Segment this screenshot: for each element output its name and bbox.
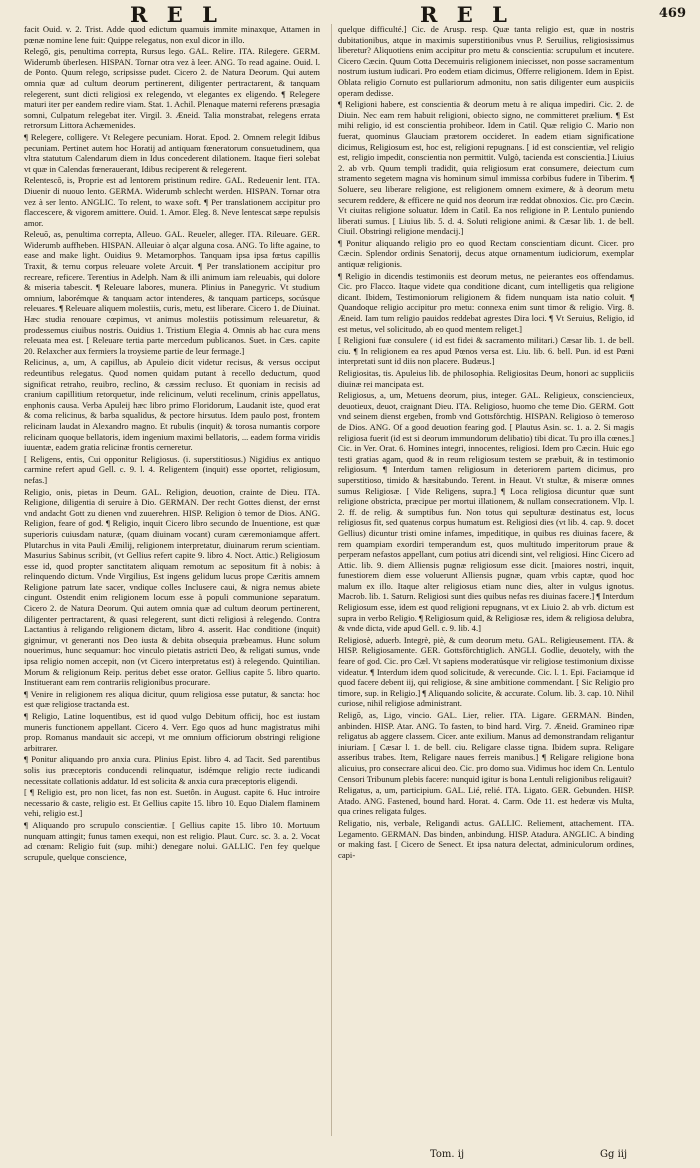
entry: ¶ Relegere, colligere. Vt Relegere pecuniam. Horat. Epod. 2. Omnem relegit Idibus pecuniam. Pertinet autem hoc Horatij ad antiquam fœneratorum consuetudinem, qua vltra statutum Calendarum diem in Idus concederent dilationem. Itaque fieri solebat vt quæ in Calendas fœnerauerant, Idibus reciperent & relegerent.: [24, 131, 320, 174]
running-head-right: R E L: [420, 2, 513, 27]
entry: Relentescō, is, Proprie est ad lentorem pristinum redire. GAL. Redeuenir lent. ITA. Diuenir di nuouo lento. GERMA. Widerumb schlecht werden. HISPAN. Tornar otra vez à ser lento. ANGLIC. To relent, to waxe soft. ¶ Per translationem accipitur pro flaccescere, & vigorem amittere. Ouid. 1. Amor. Eleg. 8. Neve lentescat sæpe repulsis amor.: [24, 175, 320, 228]
entry: ¶ Venire in religionem res aliqua dicitur, quum religiosa esse putatur, & sancta: hoc est quæ religiose tractanda est.: [24, 688, 320, 710]
footer-volume: Tom. ij: [430, 1149, 465, 1160]
entry: ¶ Aliquando pro scrupulo conscientiæ. [ Gellius capite 15. libro 10. Mortuum nunquam attingit; funus tamen exequi, non est religio. Plaut. Curc. sc. 3. a. 2. Vocat ad cœnam: Religio fuit (sup. mihi:) denegare nolui. GALLIC. I'en fey quelque scrupule, quelque conscience,: [24, 819, 320, 862]
entry: Relicinus, a, um, A capillus, ab Apuleio dicit videtur recisus, & versus occiput redeuntibus relegatus. Quod nomen quidam putant à recello deductum, quod significat retraho, reuibro, reclino, & cæssim recluso. Et quoniam in recisis ad cranium capillitium retorquetur, inde relicinum, veluti recelinum, crinis appellatus, enphonis causa. Verba Apuleij hæc libro primo Floridorum, Laudanit iste, quod erat & coma relicinus, & barba squalidus, & pectore hirsutus. Idem paulo post, frontem relicinam laudat in Alexandro magno. Et rubulis (inquit) & torosa numantis corpore relicinam quoque bellatoris, idem ingenium maximi bellatoris, ... eadem forma viridis iuuentæ, eadem gratia relicinæ frontis cerneretur.: [24, 357, 320, 453]
entry: [ Religioni fuæ consulere ( id est fidei & sacramento militari.) Cæsar lib. 1. de bell. ciu. ¶ In religionem ea res apud Pœnos versa est. Liu. lib. 6. bell. Pun. id est Pœni interpretati sunt id diis non placere. Budæus.]: [338, 335, 634, 367]
entry: ¶ Religio in dicendis testimoniis est deorum metus, ne peierantes eos offendamus. Cic. pro Flacco. Itaque videte qua conditione dicant, cum intelligetis qua religione dicant. Ibidem, Testimoniorum religionem & fidem nunquam ista natio coluit. ¶ Quandoque religio accipitur pro metu: connexa enim sunt timor & religio. Virg. 8. Æneid. Iam tum religio pauidos reddebat agrestes Dira loci. ¶ Vt Seruius, Religio, id est metus, vel solicitudo, ab eo quod mentem religet.]: [338, 270, 634, 334]
entry: ¶ Religio, Latine loquentibus, est id quod vulgo Debitum officij, hoc est iustam muneris functionem appellant. Cicero 4. Verr. Ego quos ad hunc magistratus mihi prop. Romanus mandauit sic accepi, vt me omnium officiorum obstringi religione arbitrarer.: [24, 711, 320, 753]
entry: ¶ Religioni habere, est conscientia & deorum metu à re aliqua impediri. Cic. 2. de Diuin. Nec eam rem habuit religioni, obiecto signo, ne committeret prælium. ¶ Est mihi religio, id est conscientia prohibeor. Idem in Catil. Quæ religio C. Mario non fuerat, quominus Glauciam prætorem occideret. In eadem etiam significatione dicimus, Religiosum est, hoc est, religioni repugnans. [ id est conscientiæ, vel religio est, religio impedit, conscientia non permittit. Vulgò, tacienda est conscientia.] Liuius 2. ab vrb. Quum templi tradidit, quia religiosum erat consumere, deiectum cum stramento segetem magna vis hominum simul immissa corbibus fudere in Tiberim. ¶ Soluere, seu liberare religione, est religionem omnem eximere, & à deorum metu securem reddere, & efficere ne quid nos deorum iræ reddat obnoxios. Cic. pro Cæcin. Vt ciuitas religione soluatur. Idem in Catil. Ea nos religione in P. Lentulo puniendo liberati sumus. [ Liuius lib. 5. d. 4. Soluti religione animi. & Cæsar lib. 1. de bell. Ciuil. Obstringi religione mendacij.]: [338, 99, 634, 237]
right-column: [338, 24, 634, 1136]
column-divider: [331, 24, 332, 1136]
entry: Religiositas, tis. Apuleius lib. de philosophia. Religiositas Deum, honori ac suppliciis diuinæ rei mancipata est.: [338, 368, 634, 389]
entry: Religio, onis, pietas in Deum. GAL. Religion, deuotion, crainte de Dieu. ITA. Religione, diligentia di seruire à Dio. GERMAN. Der recht Gottes dienst, der ernst vnd andacht Gott zu dienen vnd zuuerehren. HISP. Religion ò temor de Dios. ANG. Religion, feare of god. ¶ Religio, inquit Cicero libro secundo de Inuentione, est quæ superioris cuiusdam naturæ, (quam diuinam vocant) curam cæremoniamque affert. Plutarchus in vita Pauli Æmilij, religionem interpretatur, diuinarum rerum scientiam. Masurius Sabinus scribit, (vt Gellius refert capite 9. libro 4. Noct. Attic.) Religiosum esse id, quod propter sanctitatem aliquam remotum ac sepositum fit à nobis: à relinquendo dictum. Vnde Virgilius, Est ingens gelidum lucus prope Cæritis amnem Religione patrum late sacer, vndique colles Inclusere caui, & nigra nemus abiete cingunt. Ostendit enim religionem locum esse à populi communione separatum. Cicero 2. de Natura Deorum. Qui autem omnia quæ ad cultum deorum pertinerent, diligenter pertractarent, & quasi relegerent, sunt dicti religiosi à relegendo. Contra Lactantius à religando religionem dictam, libro 4. asserit. Hac conditione (inquit) gignimur, vt generanti nos Deo iusta & debita obsequia præbeamus. Hunc solum nouerimus, hunc sequamur: hoc vinculo pietatis astricti Deo, & religati sumus, vnde ipsa religio nomen accepit, non (vt Cicero interpretatus est) à relegendo. Quintilian. Morum & religionum Reip. peritus debet esse orator. Gellius capite 5. libro quarto. Instituerant eam rem contrariis religionibus procurare.: [24, 486, 320, 688]
footer-signature: Gg iij: [600, 1149, 628, 1160]
entry: [ Religens, entis, Cui opponitur Religiosus. (i. superstitiosus.) Nigidius ex antiquo carmine refert apud Gell. c. 9. l. 4. Religentem (inquit) esse oportet, religiosum, nefas.]: [24, 453, 320, 485]
page-number: 469: [658, 6, 686, 21]
entry: [ ¶ Religio est, pro non licet, fas non est. Suetôn. in August. capite 6. Huc introire necessario & caste, religio est. Et Gellius capite 15. libro 10. Equo Dialem flaminem vehi, religio est.]: [24, 787, 320, 819]
entry: Religatus, a, um, participium. GAL. Lié, relié. ITA. Ligato. GER. Gebunden. HISP. Atado. ANG. Fastened, bound hard. Horat. 4. Carm. Ode 11. est hederæ vis Multa, qua crines religata fulges.: [338, 785, 634, 817]
entry: Relegō, gis, penultima correpta, Rursus lego. GAL. Relire. ITA. Rilegere. GERM. Widerumb überlesen. HISPAN. Tornar otra vez à leer. ANG. To read againe. Ouid. l. de Ponto. Quum relego, scripsisse pudet. Cicero 2. de Natura Deorum. Qui autem omnia quæ ad cultum deorum pertinerent, diligenter pertractarent, & tanquam relegerent, sunt dicti religiosi ex relegendo, vt elegantes ex eligendo. ¶ Relegere maturi iter per eandem redire viam. Stat. 1. Achil. Plenaque materni referens præsagia somni, Culpatum relegebat iter. Virgil. 3. Æneid. Talia monstrabat, relegens errata retrorsum Littora Achæmenides.: [24, 46, 320, 131]
entry: Religō, as, Ligo, vincio. GAL. Lier, relier. ITA. Ligare. GERMAN. Binden, anbinden. HISP. Atar. ANG. To fasten, to bind hard. Virg. 7. Æneid. Gramineo ripæ religatus ab aggere classem. Cicer. ante exilium. Manus ad demonstrandam religantur iniuriam. [ Cæsar l. 1. de bell. ciu. Religare classe tigna. Ibidem supra. Religare asseribus trabes. Item, Religare naues ferreis manibus.] ¶ Religare religione bona alicuius, pro consecrare alicui deo. Cic. pro domo sua. Vidimus hoc idem Cn. Lentulo Censori Tribunum plebis facere: nunquid igitur is bona Lentuli religionibus religauit?: [338, 710, 634, 784]
entry: Religatio, nis, verbale, Religandi actus. GALLIC. Reliement, attachement. ITA. Legamento. GERMAN. Das binden, anbindung. HISP. Atadura. ANGLIC. A binding or making fast. [ Cicero de Senect. Et ipsa natura delectat, adminiculorum ordines, capi-: [338, 817, 634, 860]
entry: quelque difficulté.] Cic. de Arusp. resp. Quæ tanta religio est, quæ in nostris dubitationibus, atque in maximis superstitionibus vnus P. Seruilius, religiosissimus liberetur? Aliquotiens enim accipitur pro metu & conscientia: scrupulum et incutere. Cicero Cæcin. Quum Cotta Decemuiris religionem iniecisset, non posse sacramentum nostrum iustum iudicari. Pro eodem etiam dicimus, Offerre religionem. Idem in Epist. Oblata religio Cornuto est pullariorum admonitu, non satis diligenter eum auspiciis operam dedisse.: [338, 24, 634, 98]
entry: ¶ Ponitur aliquando pro anxia cura. Plinius Epist. libro 4. ad Tacit. Sed parentibus solis ius præceptoris conducendi relinquatur, isdémque religio recte iudicandi necessitate collationis addatur. Id est solicita & anxia cura præceptoris eligendi.: [24, 754, 320, 786]
left-column: [24, 24, 320, 1136]
running-head-left: R E L: [130, 2, 223, 27]
entry: Religiosus, a, um, Metuens deorum, pius, integer. GAL. Religieux, consciencieux, deuotieux, deuot, craignant Dieu. ITA. Religioso, huomo che teme Dio. GERM. Gott vnd seinem dienst ergeben, fromb vnd Gottsförchtig. HISPAN. Religioso ò temeroso de Dios. ANG. Of a good deuotion fearing god. [ Plautus Asin. sc. 1. a. 2. Si magis religiosa fuerit (id est si deorum immundorum delibatio) tibi dicat. Tu pro illa cœnes.] Cic. in Ver. Orat. 6. Homines integri, innocentes, religiosi. Idem pro Cæcin. Huic ego testi gratias agam, quod & in reum religiosum testem se præbuit, & in testimonio religiosum. ¶ Interdum tamen religiosum in deteriorem partem dicimus, pro superstitioso, timido & hæsitabundo. Terent. in Heaut. Vt stultæ, & miseræ omnes sumus Religiosæ. [ Vide Religens, supra.] ¶ Loca religiosa dicuntur quæ sunt religione obstricta, præcipue per mortui illationem, & nullam consecrationem. Vlp. l. 2. ff. de relig. & sumptibus fun. Non totus qui sepulturæ destinatus est, locus religiosus fit, sed quatenus corpus humatum est. Religiosi dies (vt lib. 4. cap. 9. docet Gellius) dicuntur tristi omine infames, impeditique, in quibus res diuinas facere, & rem quampiam exordiri temperandum est, quos multitudo imperitorum praue & perperam nefastos appellant, cum potius atri dicendi sint, vel religiosi. Hinc Cicero ad Attic. lib. 9. diem Alliensis pugnæ religiosum esse dicit. [maiores nostri, inquit, funestiorem diem esse voluerunt Alliensis pugnæ, quam vrbis captæ, quod hoc malum ex illo. Itaque alter religiosus etiam nunc dies, alter in vulgus ignotus. Macrob. lib. 1. Saturn. Religiosi sunt dies quibus nefas res diuinas facere.] ¶ Interdum Religiosum esse, idem est quod religioni repugnans, vt ex Liuio 2. ab vrb. dictum est supra in verbo Religio. ¶ Religiosum quid, & Religiosæ res, idem & religiosa delubra, & vnde dicta, vide apud Gell. c. 9. lib. 4.]: [338, 390, 634, 634]
entry: Religiosè, aduerb. Integrè, piè, & cum deorum metu. GAL. Religieusement. ITA. & HISP. Religiosamente. GER. Gottsförchtiglich. ANGLI. Godlie, deuotely, with the feare of god. Cic. pro Cæl. Vt sapiens moderatúsque vir religiose testimonium dixisse videatur. ¶ Interdum idem quod solicitude, & verecunde. Cic. l. 1. Epi. Faciamque id quod facere debent iij, qui religiose, & sine ambitione commendant. [ Sic Religio pro timore, sup. in Religio.] ¶ Aliquando solicite, & accurate. Colum. lib. 3. cap. 10. Nihil curiose, nihil religiose administrant.: [338, 634, 634, 709]
entry: facit Ouid. v. 2. Trist. Adde quod edictum quamuis immite minaxque, Attamen in pœnæ nomine lene fuit: Quippe relegatus, non exul dicor in illo.: [24, 24, 320, 45]
entry: ¶ Ponitur aliquando religio pro eo quod Rectam conscientiam dicunt. Cicer. pro Cæcin. Splendor ordinis Senatorij, decus atque ornamentum iudiciorum, exemplar antiquæ religionis.: [338, 237, 634, 270]
entry: Releuō, as, penultima correpta, Alleuo. GAL. Reueler, alleger. ITA. Rileuare. GER. Widerumb auffheben. HISPAN. Alleuiar ò alçar alguna cosa. ANG. To lifte againe, to ease and make light. Ouidius 9. Metamorphos. Tanquam ipsa ipsa fœtus capillis Traxit, & ternu corpus releuare volete Arcuit. ¶ Per translationem accipitur pro recreare, reficere. Terentius in Adelph. Nam & illi animum iam releuabis, qui dolore & miseria tabescit. ¶ Releuare labores, munera. Plinius in Panegyric. Vt studium omnium, laborémque & tanquam actor intenderes, & tanquam particeps, socúsque releuares. ¶ Releuare aliquem molestiis, curis, metu, est liberare. Cicero 1. de Diuinat. Hæc studia renouare cœpimus, vt animus molestiis potissimum releuaretur, & prodessemus ciuibus nostris. Ouidius 1. Tristium Elegia 4. Omnis ab hac cura mens releuata mea est. [ Releuare tertia parte mercedum publicanos. Suet. in Cæs. capite 20. Relaxcher aux fermiers la troysieme partie de leur fermage.]: [24, 229, 320, 356]
